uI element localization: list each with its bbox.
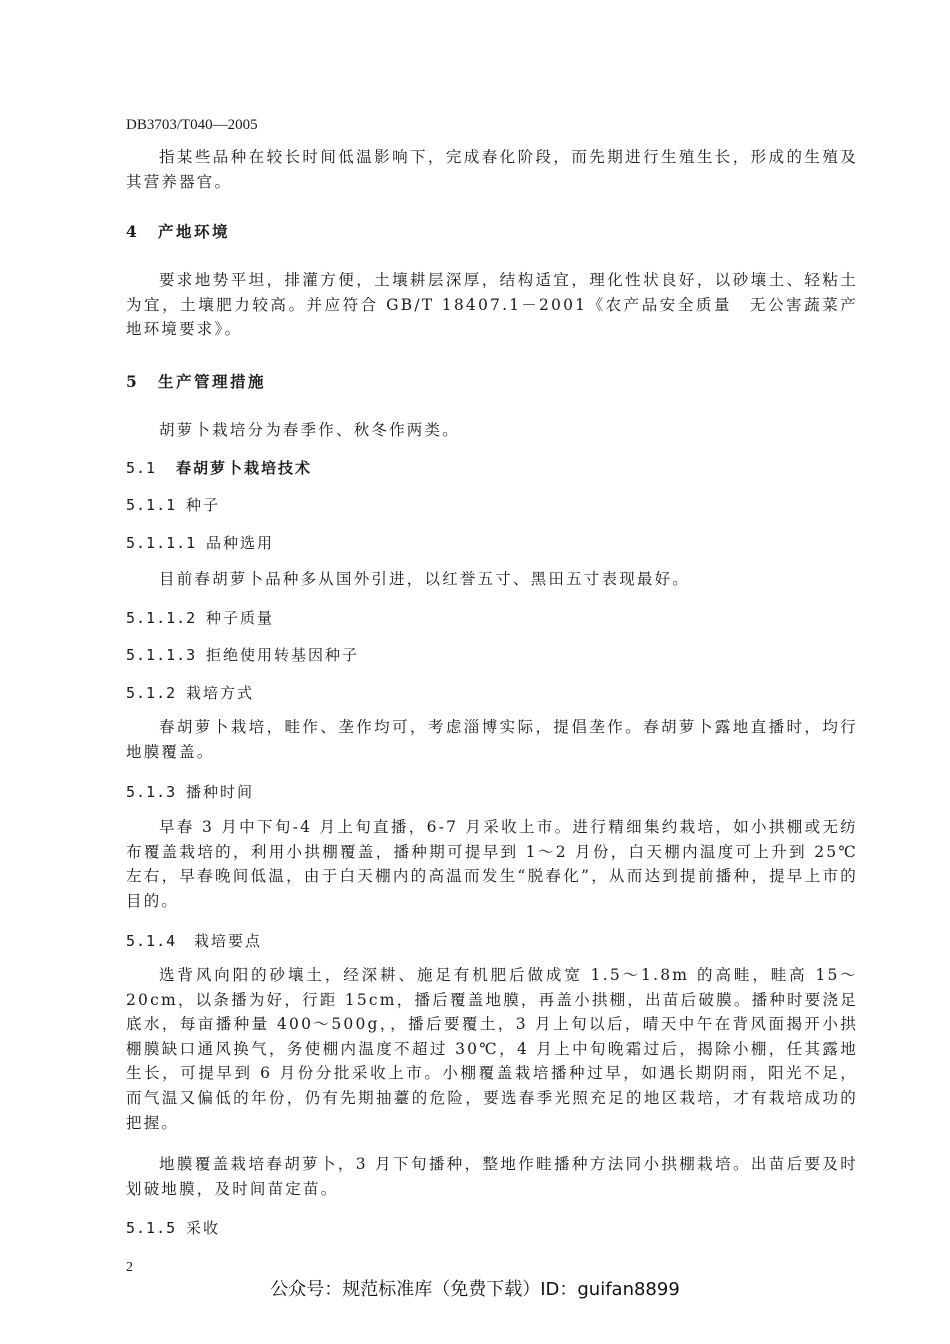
section-5-1-2-heading: [126, 682, 254, 703]
section-title: 栽培方式: [186, 684, 255, 702]
section-number: 5.1.1: [126, 496, 177, 514]
section-number: 5.1.1.1: [126, 534, 197, 552]
page-number: 2: [126, 1260, 133, 1275]
section-number: 4: [126, 222, 140, 241]
document-id: DB3703/T040—2005: [126, 117, 258, 133]
section-4-heading: [126, 220, 230, 242]
section-title: 采收: [186, 1219, 221, 1237]
section-5-1-3-body: 早春 3 月中下旬-4 月上旬直播，6-7 月采收上市。进行精细集约栽培，如小拱棚或无纺布覆盖栽培的，利用小拱棚覆盖，播种期可提早到 1～2 月份，白天棚内温度可上升到 25℃左右，早春晚间低温，由于白天棚内的高温而发生“脱春化”，从而达到提前播种，提早上市的目的。: [126, 818, 858, 910]
section-4-body: 要求地势平坦，排灌方便，土壤耕层深厚，结构适宜，理化性状良好，以砂壤土、轻粘土为宜，土壤肥力较高。并应符合 GB/T 18407.1－2001《农产品安全质量 无公害蔬菜产地环境要求》。: [126, 271, 858, 339]
section-5-1-1-1-heading: [126, 532, 274, 553]
section-5-1-1-heading: [126, 494, 220, 515]
section-number: 5.1.2: [126, 684, 177, 702]
section-5-1-3-heading: [126, 781, 254, 802]
section-title: 拒绝使用转基因种子: [206, 646, 360, 664]
section-5-1-1-1-body: 目前春胡萝卜品种多从国外引进，以红誉五寸、黑田五寸表现最好。: [159, 570, 691, 588]
section-5-1-1-3-heading: [126, 644, 359, 665]
section-number: 5.1.1.3: [126, 646, 197, 664]
section-number: 5.1.4: [126, 932, 177, 950]
section-title: 栽培要点: [194, 932, 263, 950]
section-title: 种子: [186, 496, 221, 514]
section-5-1-heading: [126, 457, 312, 478]
section-5-body: 胡萝卜栽培分为春季作、秋冬作两类。: [159, 421, 460, 439]
section-title: 品种选用: [206, 534, 275, 552]
footer-watermark: 公众号：规范标准库（免费下载）ID：guifan8899: [270, 1279, 680, 1300]
section-5-heading: [126, 370, 266, 392]
section-title: 春胡萝卜栽培技术: [176, 459, 313, 477]
section-title: 生产管理措施: [158, 372, 267, 391]
section-number: 5.1.5: [126, 1219, 177, 1237]
section-title: 产地环境: [158, 222, 231, 241]
section-number: 5.1: [126, 459, 157, 477]
section-number: 5: [126, 372, 140, 391]
section-5-1-4-body-1: 选背风向阳的砂壤土，经深耕、施足有机肥后做成宽 1.5～1.8m 的高畦，畦高 15～20cm，以条播为好，行距 15cm，播后覆盖地膜，再盖小拱棚，出苗后破膜。播种时要浇足底水，每亩播种量 400～500g，，播后要覆土，3 月上旬以后，晴天中午在背风面揭开小拱棚膜缺口通风换气，务使棚内温度不超过 30℃，4 月上中旬晚霜过后，揭除小棚，任其露地生长，可提早到 6 月份分批采收上市。小棚覆盖栽培播种过早，如遇长期阴雨，阳光不足，而气温又偏低的年份，仍有先期抽薹的危险，要选春季光照充足的地区栽培，才有栽培成功的把握。: [126, 966, 858, 1132]
section-number: 5.1.3: [126, 783, 177, 801]
section-title: 种子质量: [206, 609, 275, 627]
section-number: 5.1.1.2: [126, 609, 197, 627]
section-5-1-2-body: 春胡萝卜栽培，畦作、垄作均可，考虑淄博实际，提倡垄作。春胡萝卜露地直播时，均行地膜覆盖。: [126, 718, 858, 761]
intro-paragraph: 指某些品种在较长时间低温影响下，完成春化阶段，而先期进行生殖生长，形成的生殖及其营养器官。: [126, 148, 858, 191]
section-5-1-4-heading: [126, 930, 262, 951]
section-5-1-5-heading: [126, 1217, 220, 1238]
section-5-1-4-body-2: 地膜覆盖栽培春胡萝卜，3 月下旬播种，整地作畦播种方法同小拱棚栽培。出苗后要及时划破地膜，及时间苗定苗。: [126, 1155, 858, 1198]
section-5-1-1-2-heading: [126, 607, 274, 628]
section-title: 播种时间: [186, 783, 255, 801]
